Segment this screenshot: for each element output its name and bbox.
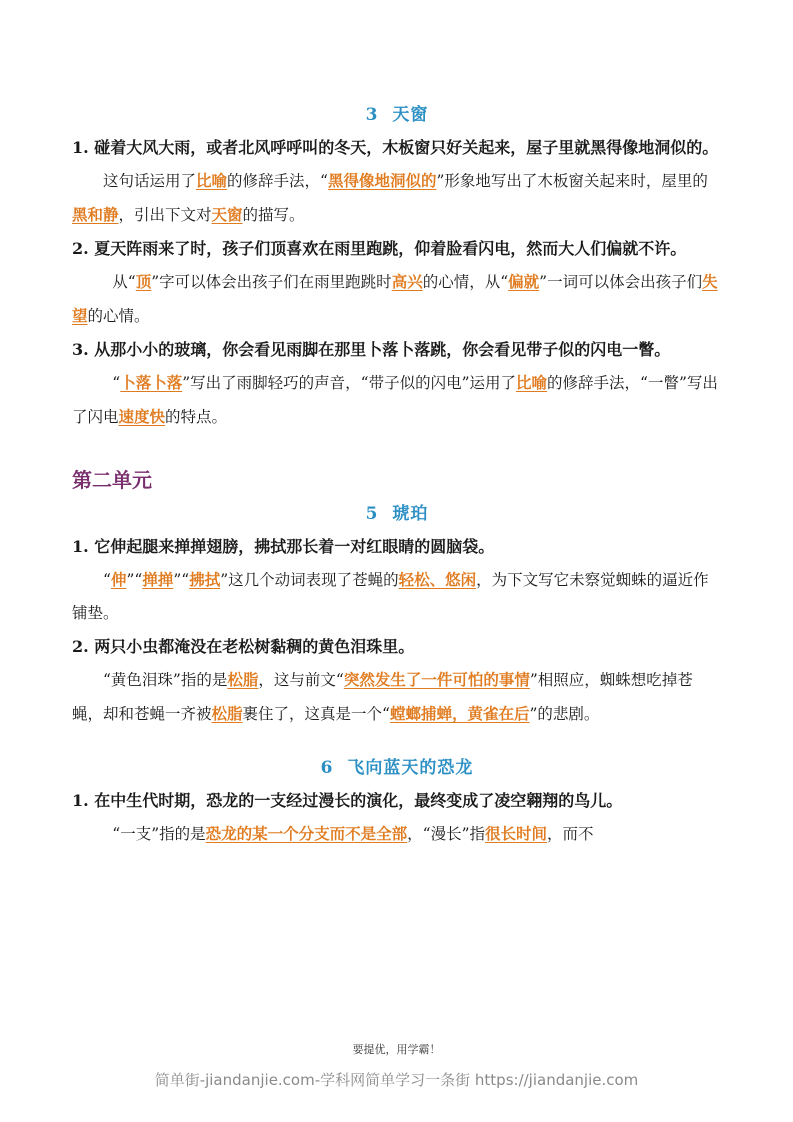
unit-2-heading: 第二单元 [72,468,152,492]
lesson-3-question-3: 3. 从那小小的玻璃，你会看见雨脚在那里卜落卜落跳，你会看见带子似的闪电一瞥。 [72,340,671,359]
lesson-3-answer-2: 从“顶”字可以体会出孩子们在雨里跑跳时高兴的心情，从“偏就”一词可以体会出孩子们失望的心情。 [72,272,718,325]
lesson-5-title: 5 琥珀 [365,504,429,524]
lesson-5-question-1: 1. 它伸起腿来掸掸翅膀，拂拭那长着一对红眼睛的圆脑袋。 [72,537,495,556]
lesson-3-answer-3: “卜落卜落”写出了雨脚轻巧的声音，“带子似的闪电”运用了比喻的修辞手法，“一瞥”写出了闪电速度快的特点。 [72,373,718,426]
document-page [72,100,722,851]
lesson-6-question-1: 1. 在中生代时期，恐龙的一支经过漫长的演化，最终变成了凌空翱翔的鸟儿。 [72,791,623,810]
site-watermark: 简单街-jiandanjie.com-学科网简单学习一条街 https://jiandanjie.com [154,1071,639,1089]
footer-slogan: 要提优，用学霸！ [352,1043,441,1056]
lesson-3-question-1: 1. 碰着大风大雨，或者北风呼呼叫的冬天，木板窗只好关起来，屋子里就黑得像地洞似的。 [72,138,719,157]
lesson-3-title: 3 天窗 [365,105,429,125]
lesson-3-question-2: 2. 夏天阵雨来了时，孩子们顶喜欢在雨里跑跳，仰着脸看闪电，然而大人们偏就不许。 [72,239,687,258]
lesson-6-title: 6 飞向蓝天的恐龙 [320,758,474,778]
lesson-3-answer-1: 这句话运用了比喻的修辞手法，“黑得像地洞似的”形象地写出了木板窗关起来时，屋里的黑和静，引出下文对天窗的描写。 [72,171,708,224]
lesson-6-answer-1: “一支”指的是恐龙的某一个分支而不是全部，“漫长”指很长时间，而不 [112,824,594,843]
lesson-5-question-2: 2. 两只小虫都淹没在老松树黏稠的黄色泪珠里。 [72,637,415,656]
lesson-5-answer-1: “伸”“掸掸”“拂拭”这几个动词表现了苍蝇的轻松、悠闲，为下文写它未察觉蜘蛛的逼近作铺垫。 [72,570,709,622]
lesson-5-answer-2: “黄色泪珠”指的是松脂，这与前文“突然发生了一件可怕的事情”相照应，蜘蛛想吃掉苍蝇，却和苍蝇一齐被松脂裹住了，这真是一个“螳螂捕蝉，黄雀在后”的悲剧。 [72,670,693,723]
